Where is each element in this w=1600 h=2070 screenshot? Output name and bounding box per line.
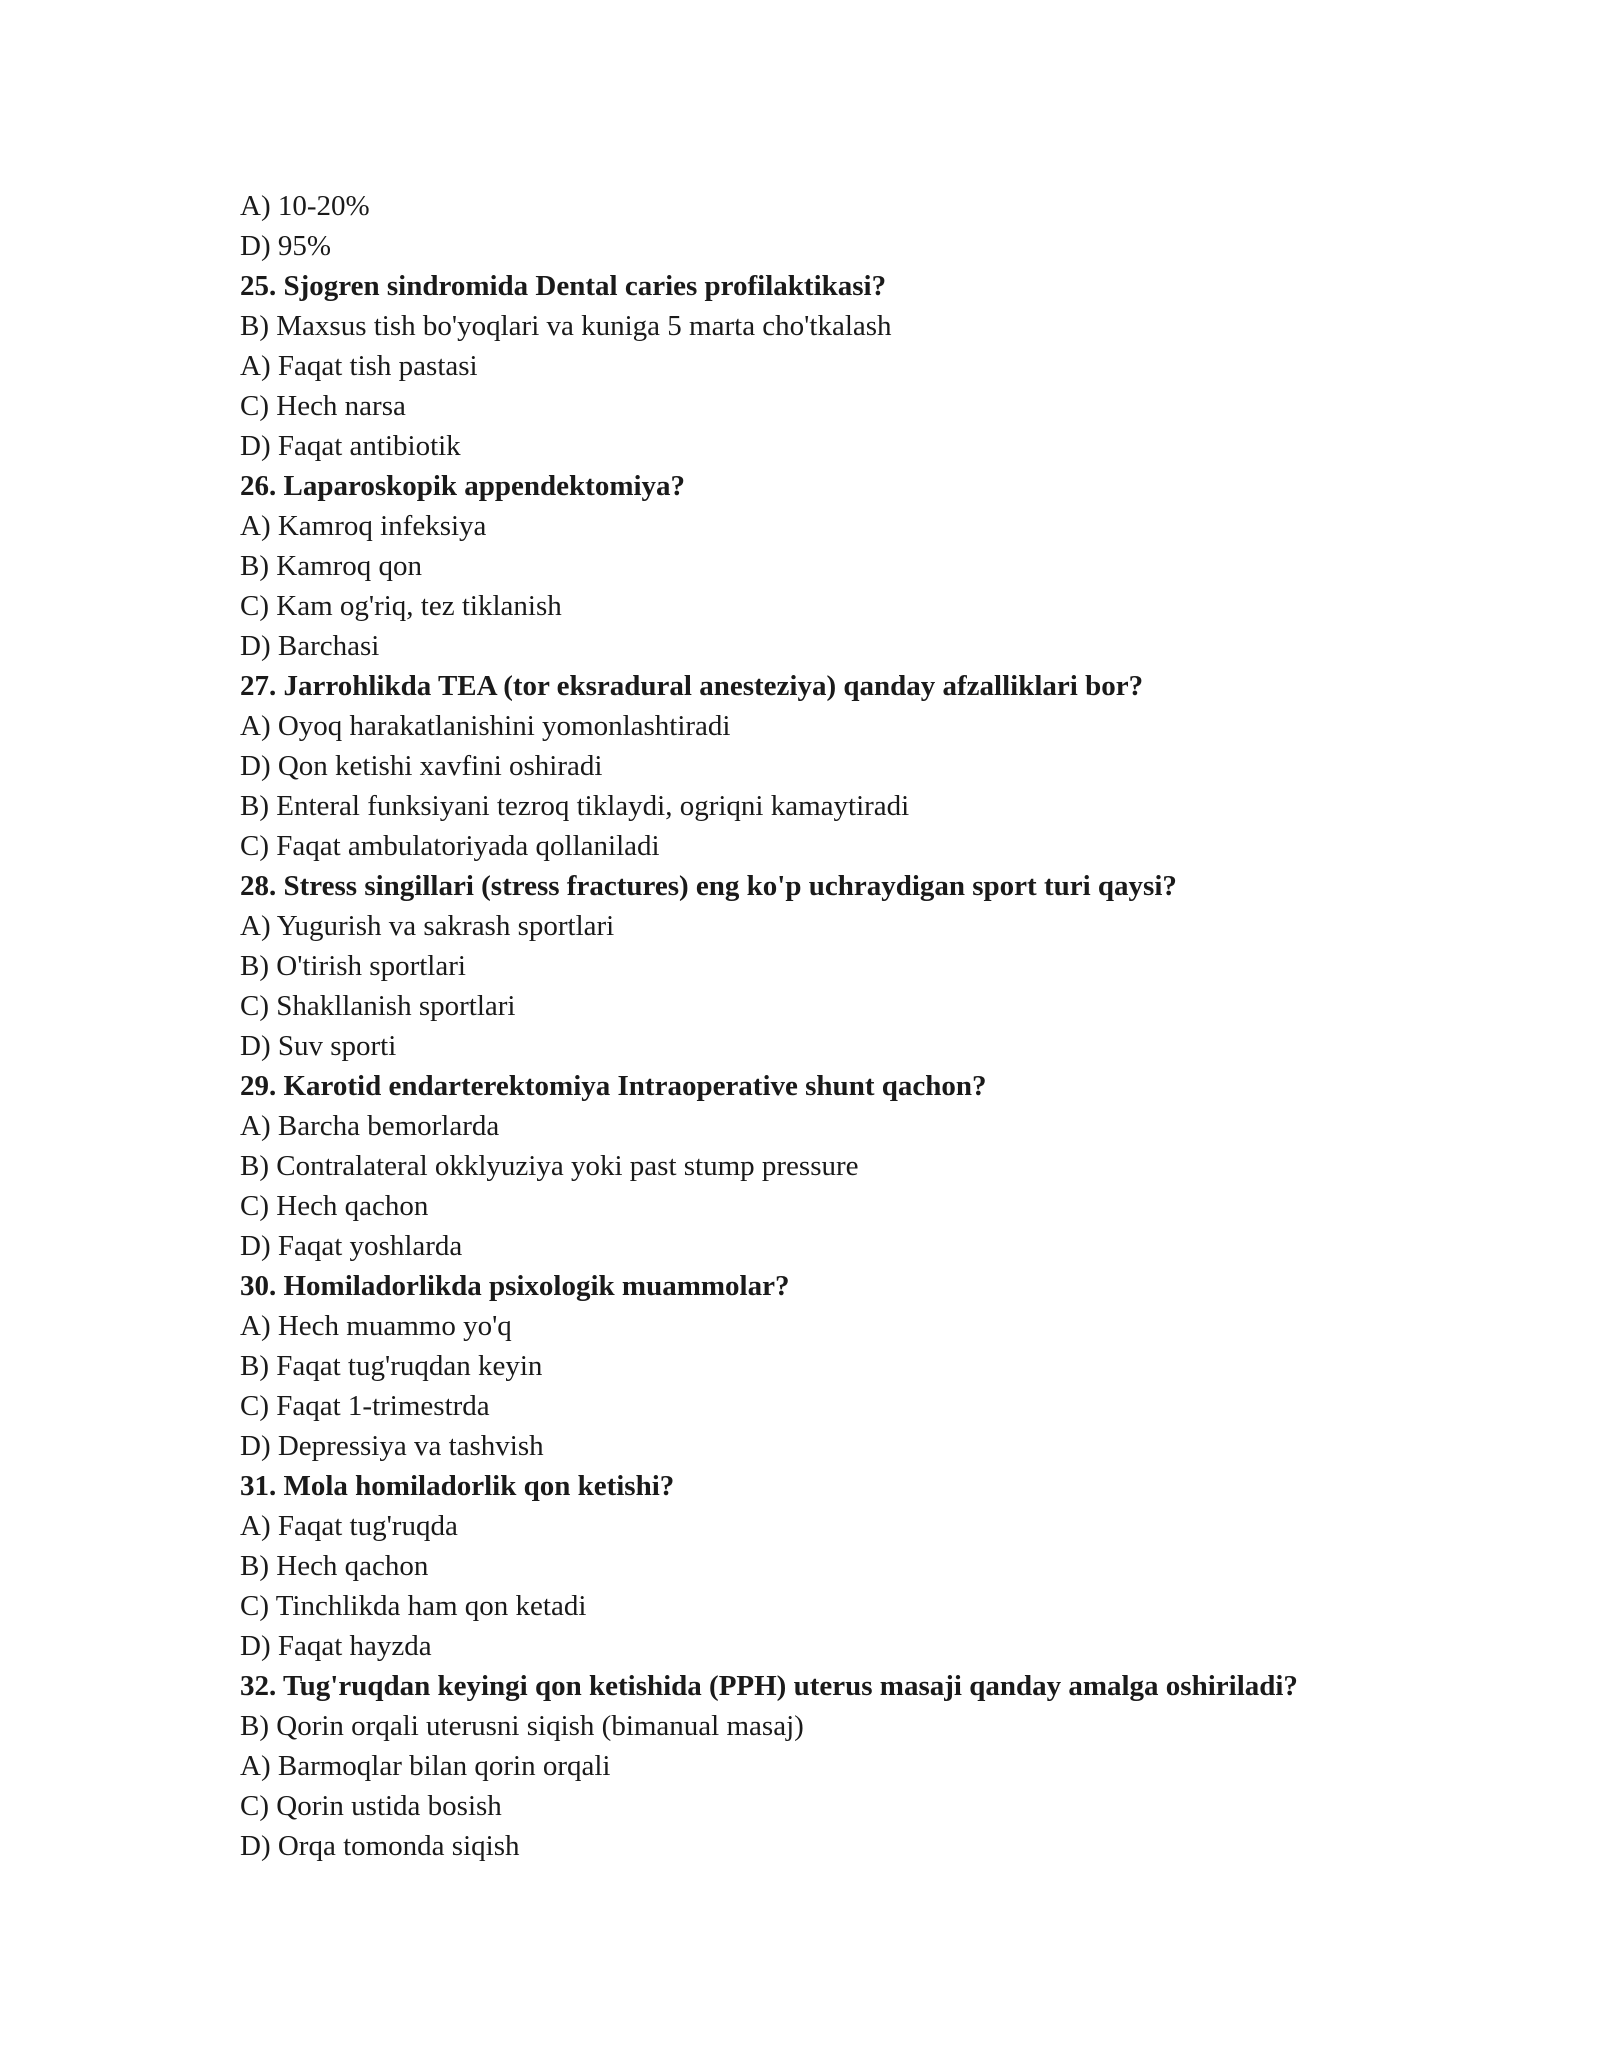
option-line: C) Tinchlikda ham qon ketadi: [240, 1590, 587, 1622]
option-line: C) Hech qachon: [240, 1190, 429, 1222]
option-line: B) Faqat tug'ruqdan keyin: [240, 1350, 543, 1382]
option-line: B) O'tirish sportlari: [240, 950, 466, 982]
option-line: D) Suv sporti: [240, 1030, 397, 1062]
option-line: B) Qorin orqali uterusni siqish (bimanual masaj): [240, 1710, 804, 1742]
question-title: 31. Mola homiladorlik qon ketishi?: [240, 1470, 675, 1502]
option-line: D) Barchasi: [240, 630, 380, 662]
option-line: A) 10-20%: [240, 190, 370, 222]
option-line: A) Hech muammo yo'q: [240, 1310, 512, 1342]
question-title: 30. Homiladorlikda psixologik muammolar?: [240, 1270, 790, 1302]
option-line: D) Faqat yoshlarda: [240, 1230, 463, 1262]
option-line: C) Faqat 1-trimestrda: [240, 1390, 490, 1422]
option-line: B) Hech qachon: [240, 1550, 429, 1582]
option-line: C) Shakllanish sportlari: [240, 990, 516, 1022]
option-line: B) Kamroq qon: [240, 550, 423, 582]
option-line: D) Qon ketishi xavfini oshiradi: [240, 750, 603, 782]
option-line: C) Kam og'riq, tez tiklanish: [240, 590, 562, 622]
option-line: D) Depressiya va tashvish: [240, 1430, 544, 1462]
option-line: A) Yugurish va sakrash sportlari: [240, 910, 615, 942]
question-title: 28. Stress singillari (stress fractures) eng ko'p uchraydigan sport turi qaysi?: [240, 870, 1177, 902]
option-line: C) Hech narsa: [240, 390, 406, 422]
question-title: 26. Laparoskopik appendektomiya?: [240, 470, 686, 502]
option-line: D) Faqat antibiotik: [240, 430, 461, 462]
option-line: D) 95%: [240, 230, 332, 262]
option-line: A) Barmoqlar bilan qorin orqali: [240, 1750, 611, 1782]
option-line: B) Enteral funksiyani tezroq tiklaydi, ogriqni kamaytiradi: [240, 790, 910, 822]
quiz-content: [240, 186, 1440, 1866]
option-line: D) Faqat hayzda: [240, 1630, 432, 1662]
option-line: B) Maxsus tish bo'yoqlari va kuniga 5 marta cho'tkalash: [240, 310, 892, 342]
option-line: C) Faqat ambulatoriyada qollaniladi: [240, 830, 660, 862]
option-line: D) Orqa tomonda siqish: [240, 1830, 520, 1862]
option-line: B) Contralateral okklyuziya yoki past stump pressure: [240, 1150, 859, 1182]
option-line: A) Kamroq infeksiya: [240, 510, 487, 542]
option-line: A) Barcha bemorlarda: [240, 1110, 500, 1142]
question-title: 27. Jarrohlikda TEA (tor eksradural anesteziya) qanday afzalliklari bor?: [240, 670, 1144, 702]
question-title: 32. Tug'ruqdan keyingi qon ketishida (PPH) uterus masaji qanday amalga oshiriladi?: [240, 1670, 1298, 1702]
option-line: C) Qorin ustida bosish: [240, 1790, 502, 1822]
option-line: A) Faqat tug'ruqda: [240, 1510, 458, 1542]
option-line: A) Faqat tish pastasi: [240, 350, 478, 382]
question-title: 29. Karotid endarterektomiya Intraoperative shunt qachon?: [240, 1070, 987, 1102]
question-title: 25. Sjogren sindromida Dental caries profilaktikasi?: [240, 270, 887, 302]
option-line: A) Oyoq harakatlanishini yomonlashtiradi: [240, 710, 731, 742]
